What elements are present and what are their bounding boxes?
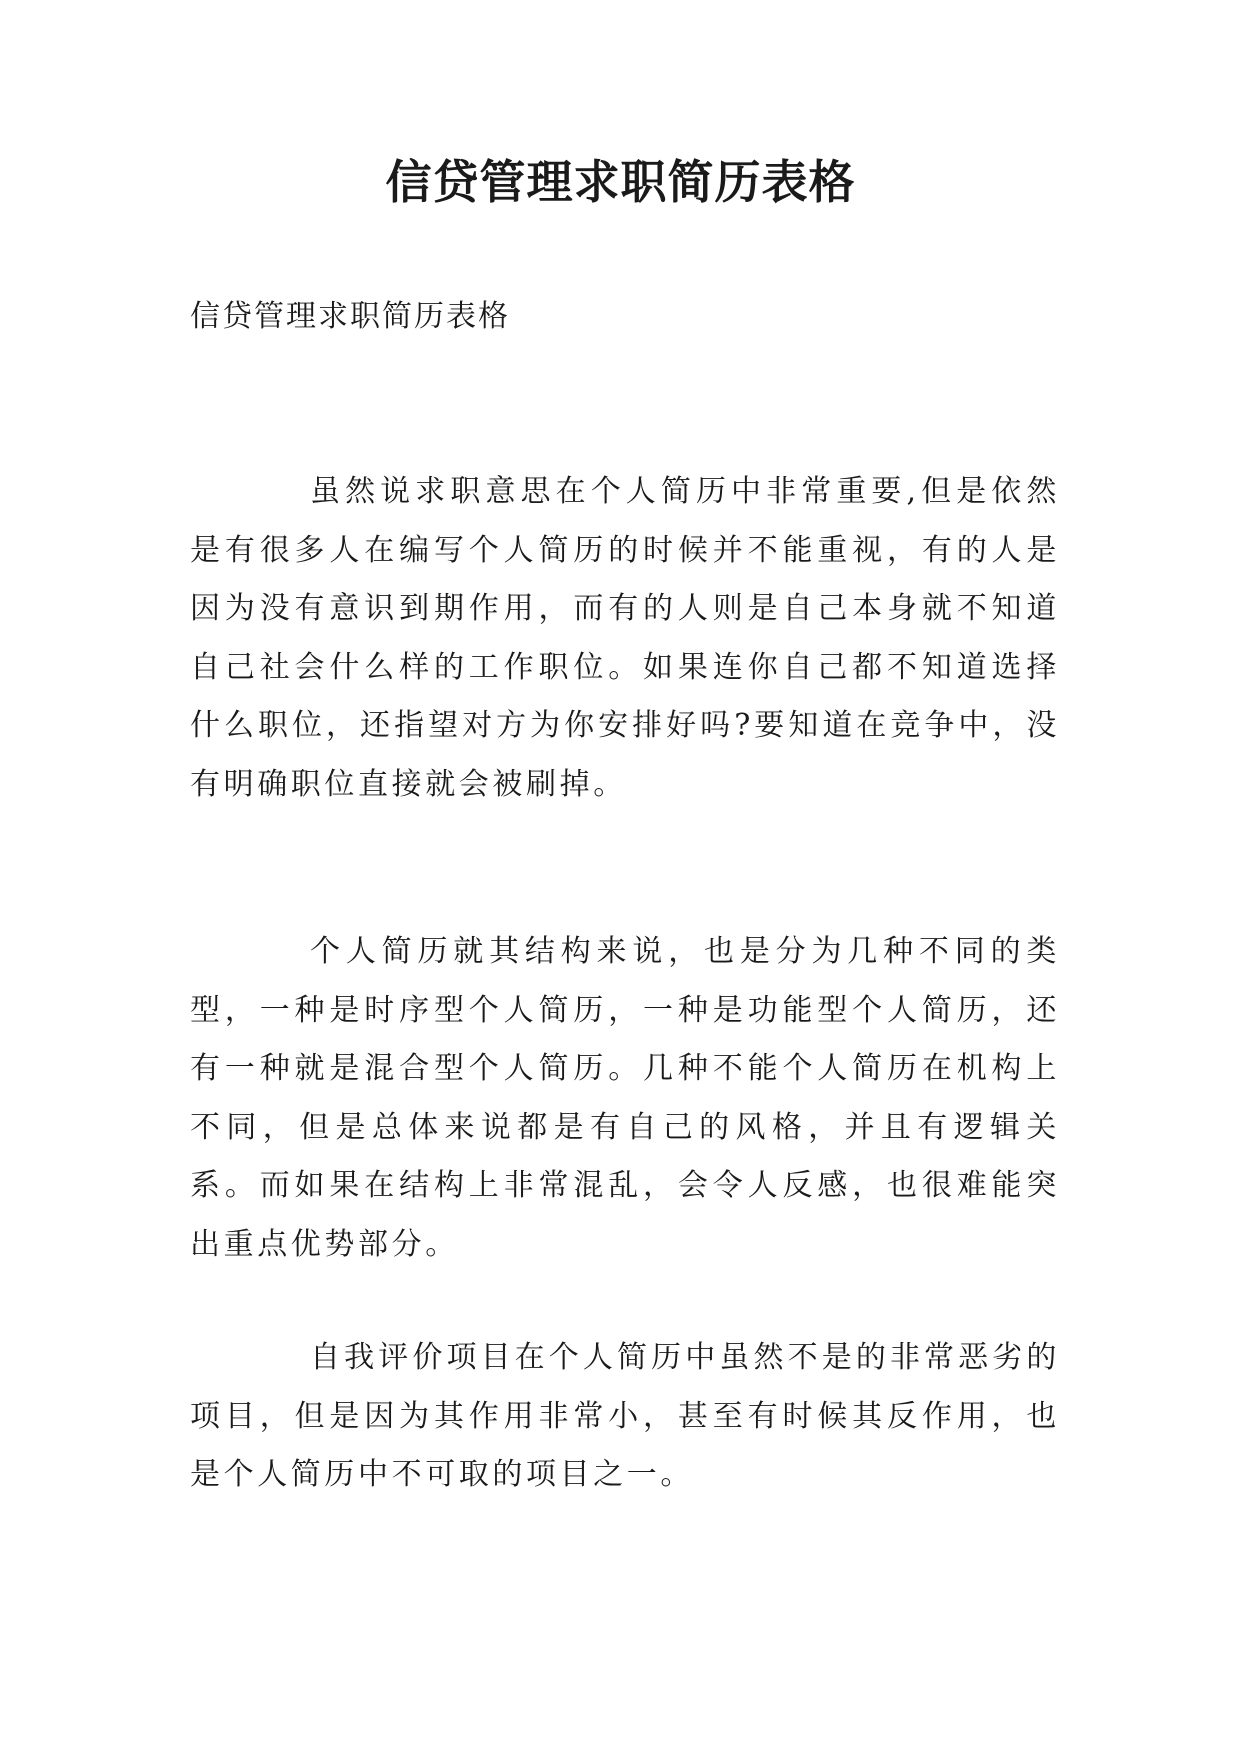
- document-subtitle: 信贷管理求职简历表格: [190, 299, 510, 334]
- page-title: 信贷管理求职简历表格: [385, 155, 856, 209]
- body-paragraph-2: 个人简历就其结构来说，也是分为几种不同的类型，一种是时序型个人简历，一种是功能型个人简历，还有一种就是混合型个人简历。几种不能个人简历在机构上不同，但是总体来说都是有自己的风格，并且有逻辑关系。而如果在结构上非常混乱，会令人反感，也很难能突出重点优势部分。: [190, 934, 1060, 1262]
- body-paragraph-1: 虽然说求职意思在个人简历中非常重要,但是依然是有很多人在编写个人简历的时候并不能重视，有的人是因为没有意识到期作用，而有的人则是自己本身就不知道自己社会什么样的工作职位。如果连你自己都不知道选择什么职位，还指望对方为你安排好吗?要知道在竞争中，没有明确职位直接就会被刷掉。: [190, 474, 1060, 802]
- body-paragraph-3: 自我评价项目在个人简历中虽然不是的非常恶劣的项目，但是因为其作用非常小，甚至有时候其反作用，也是个人简历中不可取的项目之一。: [190, 1340, 1060, 1492]
